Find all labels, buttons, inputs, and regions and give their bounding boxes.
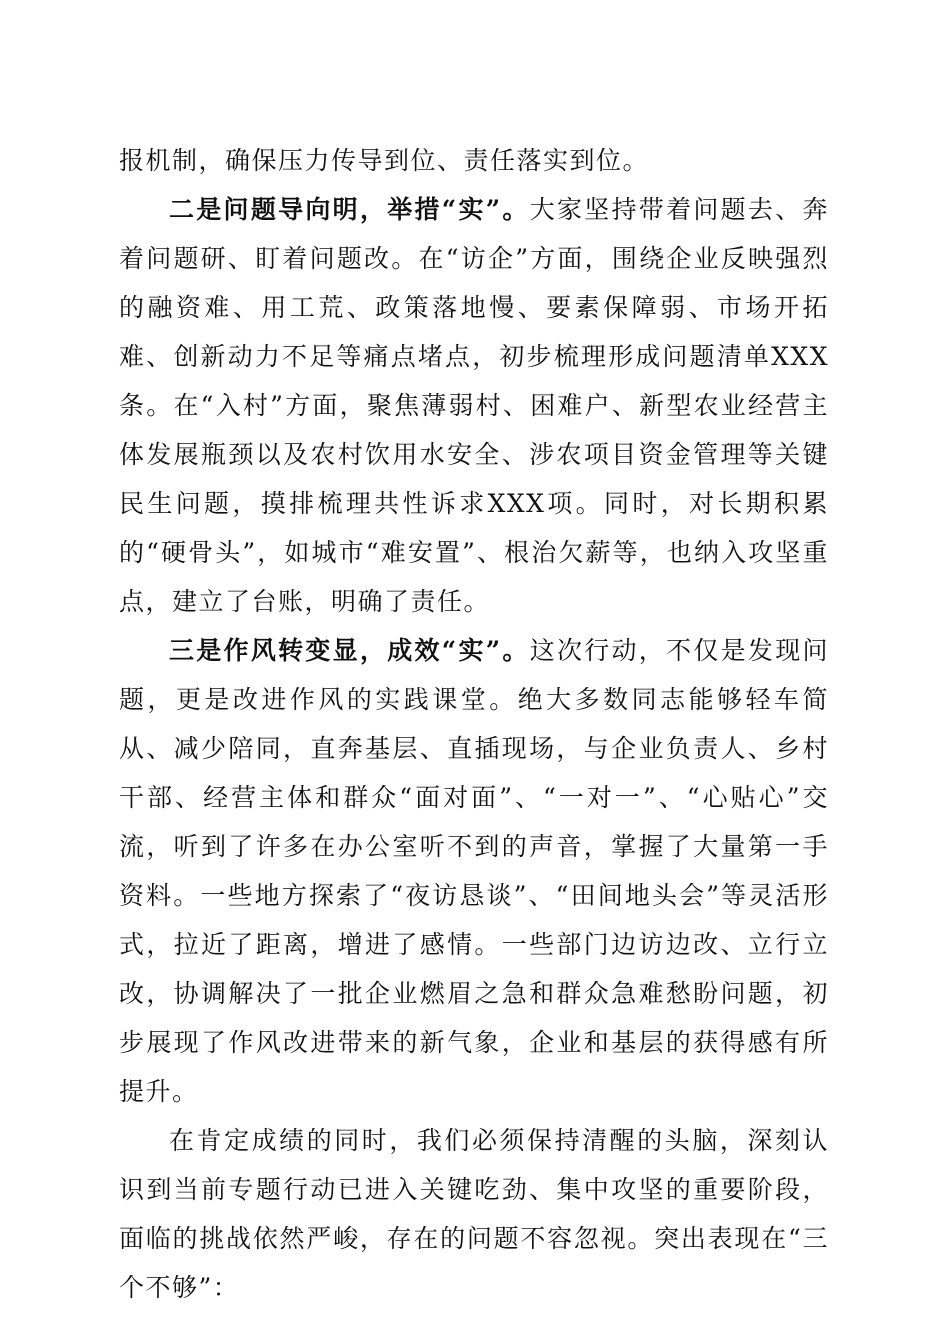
paragraph-work-style [119, 626, 829, 1116]
paragraph-text: 在肯定成绩的同时，我们必须保持清醒的头脑，深刻认识到当前专题行动已进入关键吃劲、集中攻坚的重要阶段，面临的挑战依然严峻，存在的问题不容忽视。突出表现在“三个不够”： [119, 1126, 829, 1302]
paragraph-continuation [119, 136, 829, 185]
paragraph-lead-heading: 二是问题导向明，举措“实”。 [169, 195, 530, 224]
paragraph-problem-oriented [119, 185, 829, 626]
paragraph-text: 报机制，确保压力传导到位、责任落实到位。 [119, 146, 650, 175]
document-body [119, 136, 829, 1312]
paragraph-lead-heading: 三是作风转变显，成效“实”。 [169, 636, 530, 665]
paragraph-challenges [119, 1116, 829, 1312]
paragraph-text: 这次行动，不仅是发现问题，更是改进作风的实践课堂。绝大多数同志能够轻车简从、减少陪同，直奔基层、直插现场，与企业负责人、乡村干部、经营主体和群众“面对面”、“一对一”、“心贴心”交流，听到了许多在办公室听不到的声音，掌握了大量第一手资料。一些地方探索了“夜访恳谈”、“田间地头会”等灵活形式，拉近了距离，增进了感情。一些部门边访边改、立行立改，协调解决了一批企业燃眉之急和群众急难愁盼问题，初步展现了作风改进带来的新气象，企业和基层的获得感有所提升。 [119, 636, 829, 1106]
paragraph-text: 大家坚持带着问题去、奔着问题研、盯着问题改。在“访企”方面，围绕企业反映强烈的融资难、用工荒、政策落地慢、要素保障弱、市场开拓难、创新动力不足等痛点堵点，初步梳理形成问题清单XXX条。在“入村”方面，聚焦薄弱村、困难户、新型农业经营主体发展瓶颈以及农村饮用水安全、涉农项目资金管理等关键民生问题，摸排梳理共性诉求XXX项。同时，对长期积累的“硬骨头”，如城市“难安置”、根治欠薪等，也纳入攻坚重点，建立了台账，明确了责任。 [119, 195, 829, 616]
